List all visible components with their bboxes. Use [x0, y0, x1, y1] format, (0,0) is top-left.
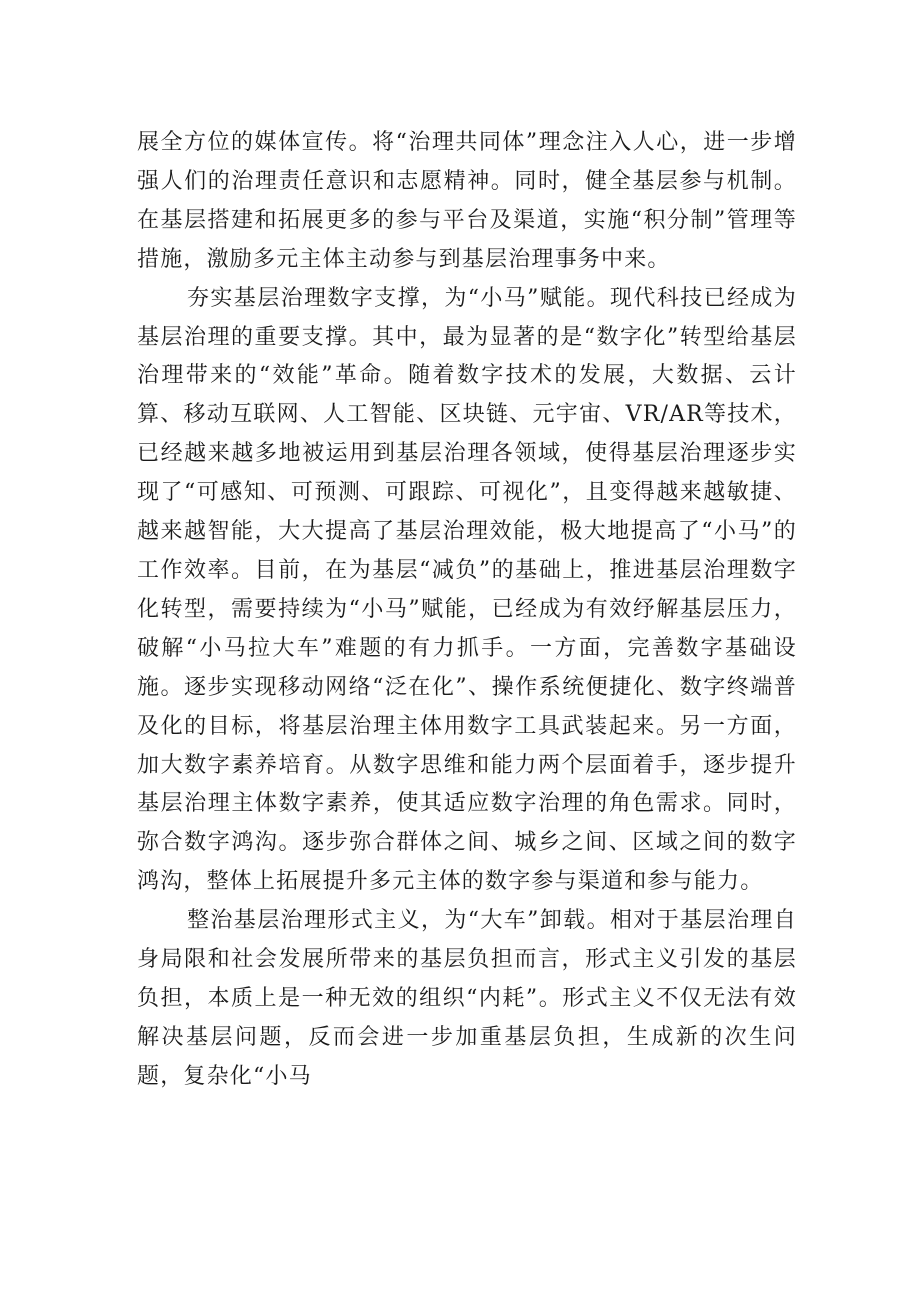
paragraph-1: 展全方位的媒体宣传。将“治理共同体”理念注入人心，进一步增强人们的治理责任意识和志愿精神。同时，健全基层参与机制。在基层搭建和拓展更多的参与平台及渠道，实施“积分制”管理等措施，激励多元主体主动参与到基层治理事务中来。	[137, 130, 797, 272]
paragraph-3: 整治基层治理形式主义，为“大车”卸载。相对于基层治理自身局限和社会发展所带来的基层负担而言，形式主义引发的基层负担，本质上是一种无效的组织“内耗”。形式主义不仅无法有效解决基层问题，反而会进一步加重基层负担，生成新的次生问题，复杂化“小马	[137, 908, 797, 1089]
document-body	[137, 124, 797, 1097]
paragraph-2: 夯实基层治理数字支撑，为“小马”赋能。现代科技已经成为基层治理的重要支撑。其中，最为显著的是“数字化”转型给基层治理带来的“效能”革命。随着数字技术的发展，大数据、云计算、移动互联网、人工智能、区块链、元宇宙、VR/AR等技术，已经越来越多地被运用到基层治理各领域，使得基层治理逐步实现了“可感知、可预测、可跟踪、可视化”，且变得越来越敏捷、越来越智能，大大提高了基层治理效能，极大地提高了“小马”的工作效率。目前，在为基层“减负”的基础上，推进基层治理数字化转型，需要持续为“小马”赋能，已经成为有效纾解基层压力，破解“小马拉大车”难题的有力抓手。一方面，完善数字基础设施。逐步实现移动网络“泛在化”、操作系统便捷化、数字终端普及化的目标，将基层治理主体用数字工具武装起来。另一方面，加大数字素养培育。从数字思维和能力两个层面着手，逐步提升基层治理主体数字素养，使其适应数字治理的角色需求。同时，弥合数字鸿沟。逐步弥合群体之间、城乡之间、区域之间的数字鸿沟，整体上拓展提升多元主体的数字参与渠道和参与能力。	[137, 285, 797, 895]
